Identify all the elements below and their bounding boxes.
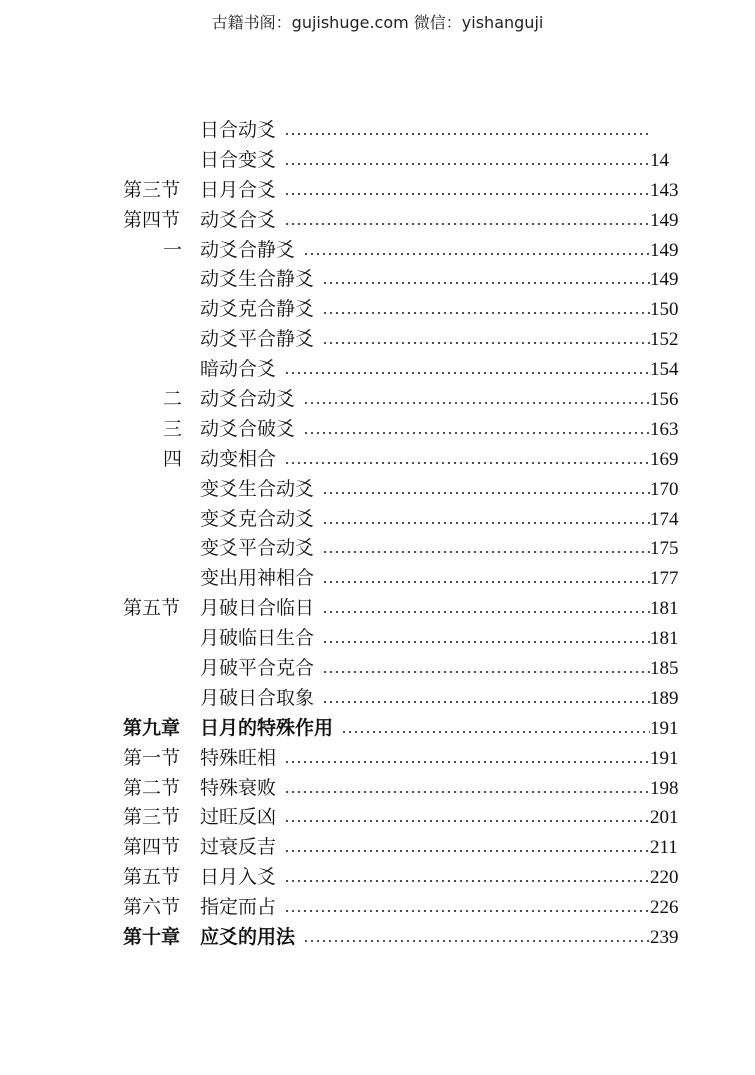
toc-entry-title: 月破平合克合	[200, 657, 315, 680]
toc-entry-title-line	[200, 744, 650, 774]
dot-leader	[322, 522, 650, 524]
toc-entry	[0, 385, 755, 415]
toc-entry-title-line	[200, 803, 650, 833]
toc-entry-page-number: 170	[650, 478, 679, 500]
toc-entry-page-number: 150	[650, 299, 679, 321]
dot-leader	[322, 701, 650, 703]
toc-entry-label: 三	[163, 417, 183, 440]
toc-entry-label: 第二节	[123, 776, 181, 799]
toc-entry-title-line	[200, 265, 650, 295]
toc-entry-page-number: 189	[650, 687, 679, 709]
dot-leader	[284, 372, 650, 374]
toc-entry-label: 第四节	[123, 208, 181, 231]
toc-entry-title: 动爻克合静爻	[200, 298, 315, 321]
dot-leader	[284, 133, 650, 135]
toc-entry-title-line	[200, 385, 650, 415]
toc-entry-page-number: 14	[650, 149, 669, 171]
toc-entry-title: 月破临日生合	[200, 627, 315, 650]
toc-entry-title-line	[200, 594, 650, 624]
toc-entry-title: 变爻平合动爻	[200, 537, 315, 560]
toc-entry-page-number: 185	[650, 658, 679, 680]
toc-entry-title: 过旺反凶	[200, 806, 277, 829]
toc-entry-title-line	[200, 475, 650, 505]
toc-entry	[0, 325, 755, 355]
toc-entry-title: 应爻的用法	[200, 926, 296, 949]
toc-entry-title: 日月的特殊作用	[200, 716, 334, 739]
toc-entry-page-number: 169	[650, 448, 679, 470]
dot-leader	[303, 940, 650, 942]
dot-leader	[322, 282, 650, 284]
toc-entry	[0, 744, 755, 774]
toc-entry-page-number: 177	[650, 568, 679, 590]
toc-entry-label: 第六节	[123, 896, 181, 919]
toc-entry-title: 月破日合临日	[200, 597, 315, 620]
toc-entry-title: 过衰反吉	[200, 836, 277, 859]
toc-entry-page-number: 156	[650, 389, 679, 411]
toc-entry	[0, 863, 755, 893]
dot-leader	[303, 402, 650, 404]
toc-entry	[0, 833, 755, 863]
toc-entry-page-number: 198	[650, 777, 679, 799]
toc-entry-title-line	[200, 624, 650, 654]
toc-entry-page-number: 201	[650, 807, 679, 829]
toc-entry-title: 变爻生合动爻	[200, 477, 315, 500]
toc-entry	[0, 475, 755, 505]
toc-entry	[0, 146, 755, 176]
toc-entry	[0, 206, 755, 236]
toc-entry-page-number: 149	[650, 239, 679, 261]
watermark-header: 古籍书阁：gujishuge.com 微信：yishanguji	[211, 13, 544, 32]
toc-entry-title-line	[200, 355, 650, 385]
toc-entry-page-number: 220	[650, 867, 679, 889]
toc-entry-page-number: 181	[650, 598, 679, 620]
toc-entry-title-line	[200, 923, 650, 953]
dot-leader	[284, 462, 650, 464]
toc-entry-title: 特殊旺相	[200, 746, 277, 769]
dot-leader	[322, 671, 650, 673]
dot-leader	[284, 820, 650, 822]
toc-entry	[0, 803, 755, 833]
toc-entry-label: 第五节	[123, 597, 181, 620]
toc-entry-title-line	[200, 146, 650, 176]
toc-entry	[0, 714, 755, 744]
toc-entry	[0, 923, 755, 953]
toc-entry-label: 第九章	[123, 716, 181, 739]
dot-leader	[303, 432, 650, 434]
toc-entry-title-line	[200, 206, 650, 236]
dot-leader	[322, 551, 650, 553]
toc-entry	[0, 176, 755, 206]
dot-leader	[322, 312, 650, 314]
dot-leader	[284, 791, 650, 793]
toc-entry-title: 指定而占	[200, 896, 277, 919]
toc-entry-page-number: 174	[650, 508, 679, 530]
dot-leader	[322, 581, 650, 583]
toc-entry	[0, 355, 755, 385]
toc-entry-title: 暗动合爻	[200, 358, 277, 381]
toc-entry-page-number: 163	[650, 418, 679, 440]
toc-entry-title: 动爻平合静爻	[200, 328, 315, 351]
toc-entry-page-number: 149	[650, 269, 679, 291]
toc-entry-label: 一	[163, 238, 183, 261]
toc-entry-title-line	[200, 325, 650, 355]
table-of-contents	[0, 116, 755, 953]
toc-entry	[0, 624, 755, 654]
toc-entry-page-number: 149	[650, 209, 679, 231]
toc-entry-page-number: 152	[650, 329, 679, 351]
dot-leader	[284, 880, 650, 882]
toc-entry-title-line	[200, 684, 650, 714]
toc-entry-label: 第四节	[123, 836, 181, 859]
toc-entry-title-line	[200, 295, 650, 325]
toc-entry	[0, 774, 755, 804]
toc-entry-title-line	[200, 445, 650, 475]
toc-entry-title: 动爻生合静爻	[200, 268, 315, 291]
toc-entry-title: 变爻克合动爻	[200, 507, 315, 530]
toc-entry-page-number: 175	[650, 538, 679, 560]
dot-leader	[284, 193, 650, 195]
toc-entry-page-number: 143	[650, 179, 679, 201]
toc-entry-title-line	[200, 833, 650, 863]
toc-entry-title-line	[200, 863, 650, 893]
toc-entry-title-line	[200, 714, 650, 744]
dot-leader	[284, 163, 650, 165]
toc-entry-page-number: 191	[650, 747, 679, 769]
toc-entry-title: 特殊衰败	[200, 776, 277, 799]
dot-leader	[322, 611, 650, 613]
toc-entry-label: 第十章	[123, 926, 181, 949]
toc-entry	[0, 415, 755, 445]
toc-entry-label: 四	[163, 447, 183, 470]
toc-entry-title-line	[200, 415, 650, 445]
toc-entry-title-line	[200, 236, 650, 266]
toc-entry-page-number: 154	[650, 359, 679, 381]
toc-entry-title-line	[200, 176, 650, 206]
toc-entry-page-number: 226	[650, 897, 679, 919]
dot-leader	[341, 731, 650, 733]
toc-entry	[0, 594, 755, 624]
toc-entry-title-line	[200, 505, 650, 535]
toc-entry	[0, 534, 755, 564]
dot-leader	[284, 761, 650, 763]
toc-entry-title: 日合变爻	[200, 148, 277, 171]
toc-entry-label: 第一节	[123, 746, 181, 769]
toc-entry-page-number: 191	[650, 717, 679, 739]
toc-entry-title: 月破日合取象	[200, 686, 315, 709]
toc-entry-title: 日月入爻	[200, 866, 277, 889]
toc-entry-title-line	[200, 893, 650, 923]
toc-entry-title-line	[200, 534, 650, 564]
dot-leader	[284, 223, 650, 225]
toc-entry-title: 动爻合动爻	[200, 388, 296, 411]
toc-entry	[0, 893, 755, 923]
toc-entry	[0, 116, 755, 146]
toc-entry-page-number: 181	[650, 628, 679, 650]
toc-entry-page-number: 239	[650, 927, 679, 949]
toc-entry-title-line	[200, 774, 650, 804]
toc-entry	[0, 295, 755, 325]
toc-entry	[0, 505, 755, 535]
toc-entry-title: 日月合爻	[200, 178, 277, 201]
toc-entry-title: 日合动爻	[200, 119, 277, 141]
toc-entry	[0, 654, 755, 684]
toc-entry-label: 第三节	[123, 178, 181, 201]
toc-entry-title: 动爻合爻	[200, 208, 277, 231]
dot-leader	[284, 850, 650, 852]
toc-entry-title: 动变相合	[200, 447, 277, 470]
toc-entry-page-number: 211	[650, 837, 678, 859]
dot-leader	[303, 253, 650, 255]
toc-entry-title-line	[200, 654, 650, 684]
toc-entry-title: 动爻合静爻	[200, 238, 296, 261]
toc-entry	[0, 684, 755, 714]
dot-leader	[322, 492, 650, 494]
toc-entry-title: 动爻合破爻	[200, 417, 296, 440]
dot-leader	[284, 910, 650, 912]
dot-leader	[322, 342, 650, 344]
toc-entry-title: 变出用神相合	[200, 567, 315, 590]
toc-entry-title-line	[200, 116, 650, 146]
toc-entry	[0, 236, 755, 266]
toc-entry-label: 第五节	[123, 866, 181, 889]
toc-entry	[0, 564, 755, 594]
toc-entry-label: 第三节	[123, 806, 181, 829]
dot-leader	[322, 641, 650, 643]
toc-entry-title-line	[200, 564, 650, 594]
toc-entry	[0, 265, 755, 295]
toc-entry	[0, 445, 755, 475]
toc-entry-label: 二	[163, 388, 183, 411]
